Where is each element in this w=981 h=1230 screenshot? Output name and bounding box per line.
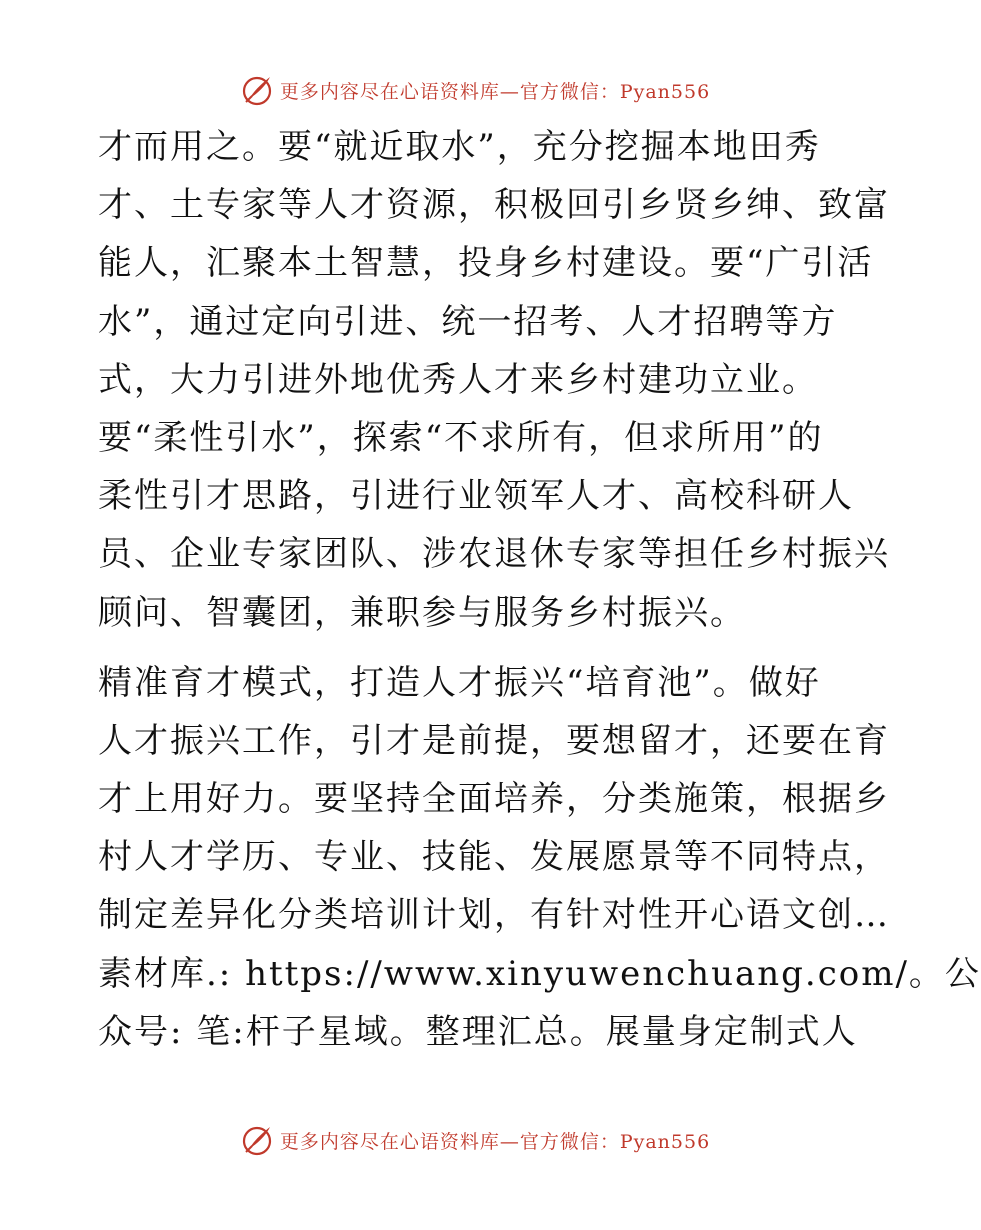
text-line: 人才振兴工作，引才是前提，要想留才，还要在育 — [98, 720, 890, 761]
header-banner-text: 更多内容尽在心语资料库—官方微信：Pyan556 — [279, 80, 711, 103]
quill-pen-logo-icon — [240, 73, 274, 107]
text-line: 能人，汇聚本土智慧，投身乡村建设。要“广引活 — [98, 243, 874, 284]
text-line: 制定差异化分类培训计划，有针对性开心语文创… — [98, 895, 890, 936]
text-line: 才而用之。要“就近取水”，充分挖掘本地田秀 — [98, 127, 821, 167]
footer-banner-text: 更多内容尽在心语资料库—官方微信：Pyan556 — [279, 1130, 711, 1153]
header-banner — [0, 70, 950, 110]
text-line: 素材库.: https://www.xinyuwenchuang.com/。公 — [98, 953, 981, 994]
text-line: 才上用好力。要坚持全面培养，分类施策，根据乡 — [98, 779, 890, 820]
text-line: 员、企业专家团队、涉农退休专家等担任乡村振兴 — [98, 534, 890, 575]
text-line: 要“柔性引水”，探索“不求所有，但求所用”的 — [98, 417, 824, 458]
text-line: 式，大力引进外地优秀人才来乡村建功立业。 — [98, 359, 818, 400]
text-line: 村人才学历、专业、技能、发展愿景等不同特点， — [98, 837, 890, 878]
text-line: 众号: 笔:杆子星域。整理汇总。展量身定制式人 — [98, 1011, 858, 1052]
text-line: 精准育才模式，打造人才振兴“培育池”。做好 — [98, 662, 821, 703]
quill-pen-logo-icon — [240, 1123, 274, 1157]
text-line: 顾问、智囊团，兼职参与服务乡村振兴。 — [98, 592, 746, 633]
footer-banner — [0, 1120, 950, 1160]
text-line: 水”，通过定向引进、统一招考、人才招聘等方 — [98, 301, 838, 342]
text-line: 柔性引才思路，引进行业领军人才、高校科研人 — [98, 476, 854, 517]
document-body — [98, 118, 981, 1061]
text-line: 才、土专家等人才资源，积极回引乡贤乡绅、致富 — [98, 185, 890, 226]
